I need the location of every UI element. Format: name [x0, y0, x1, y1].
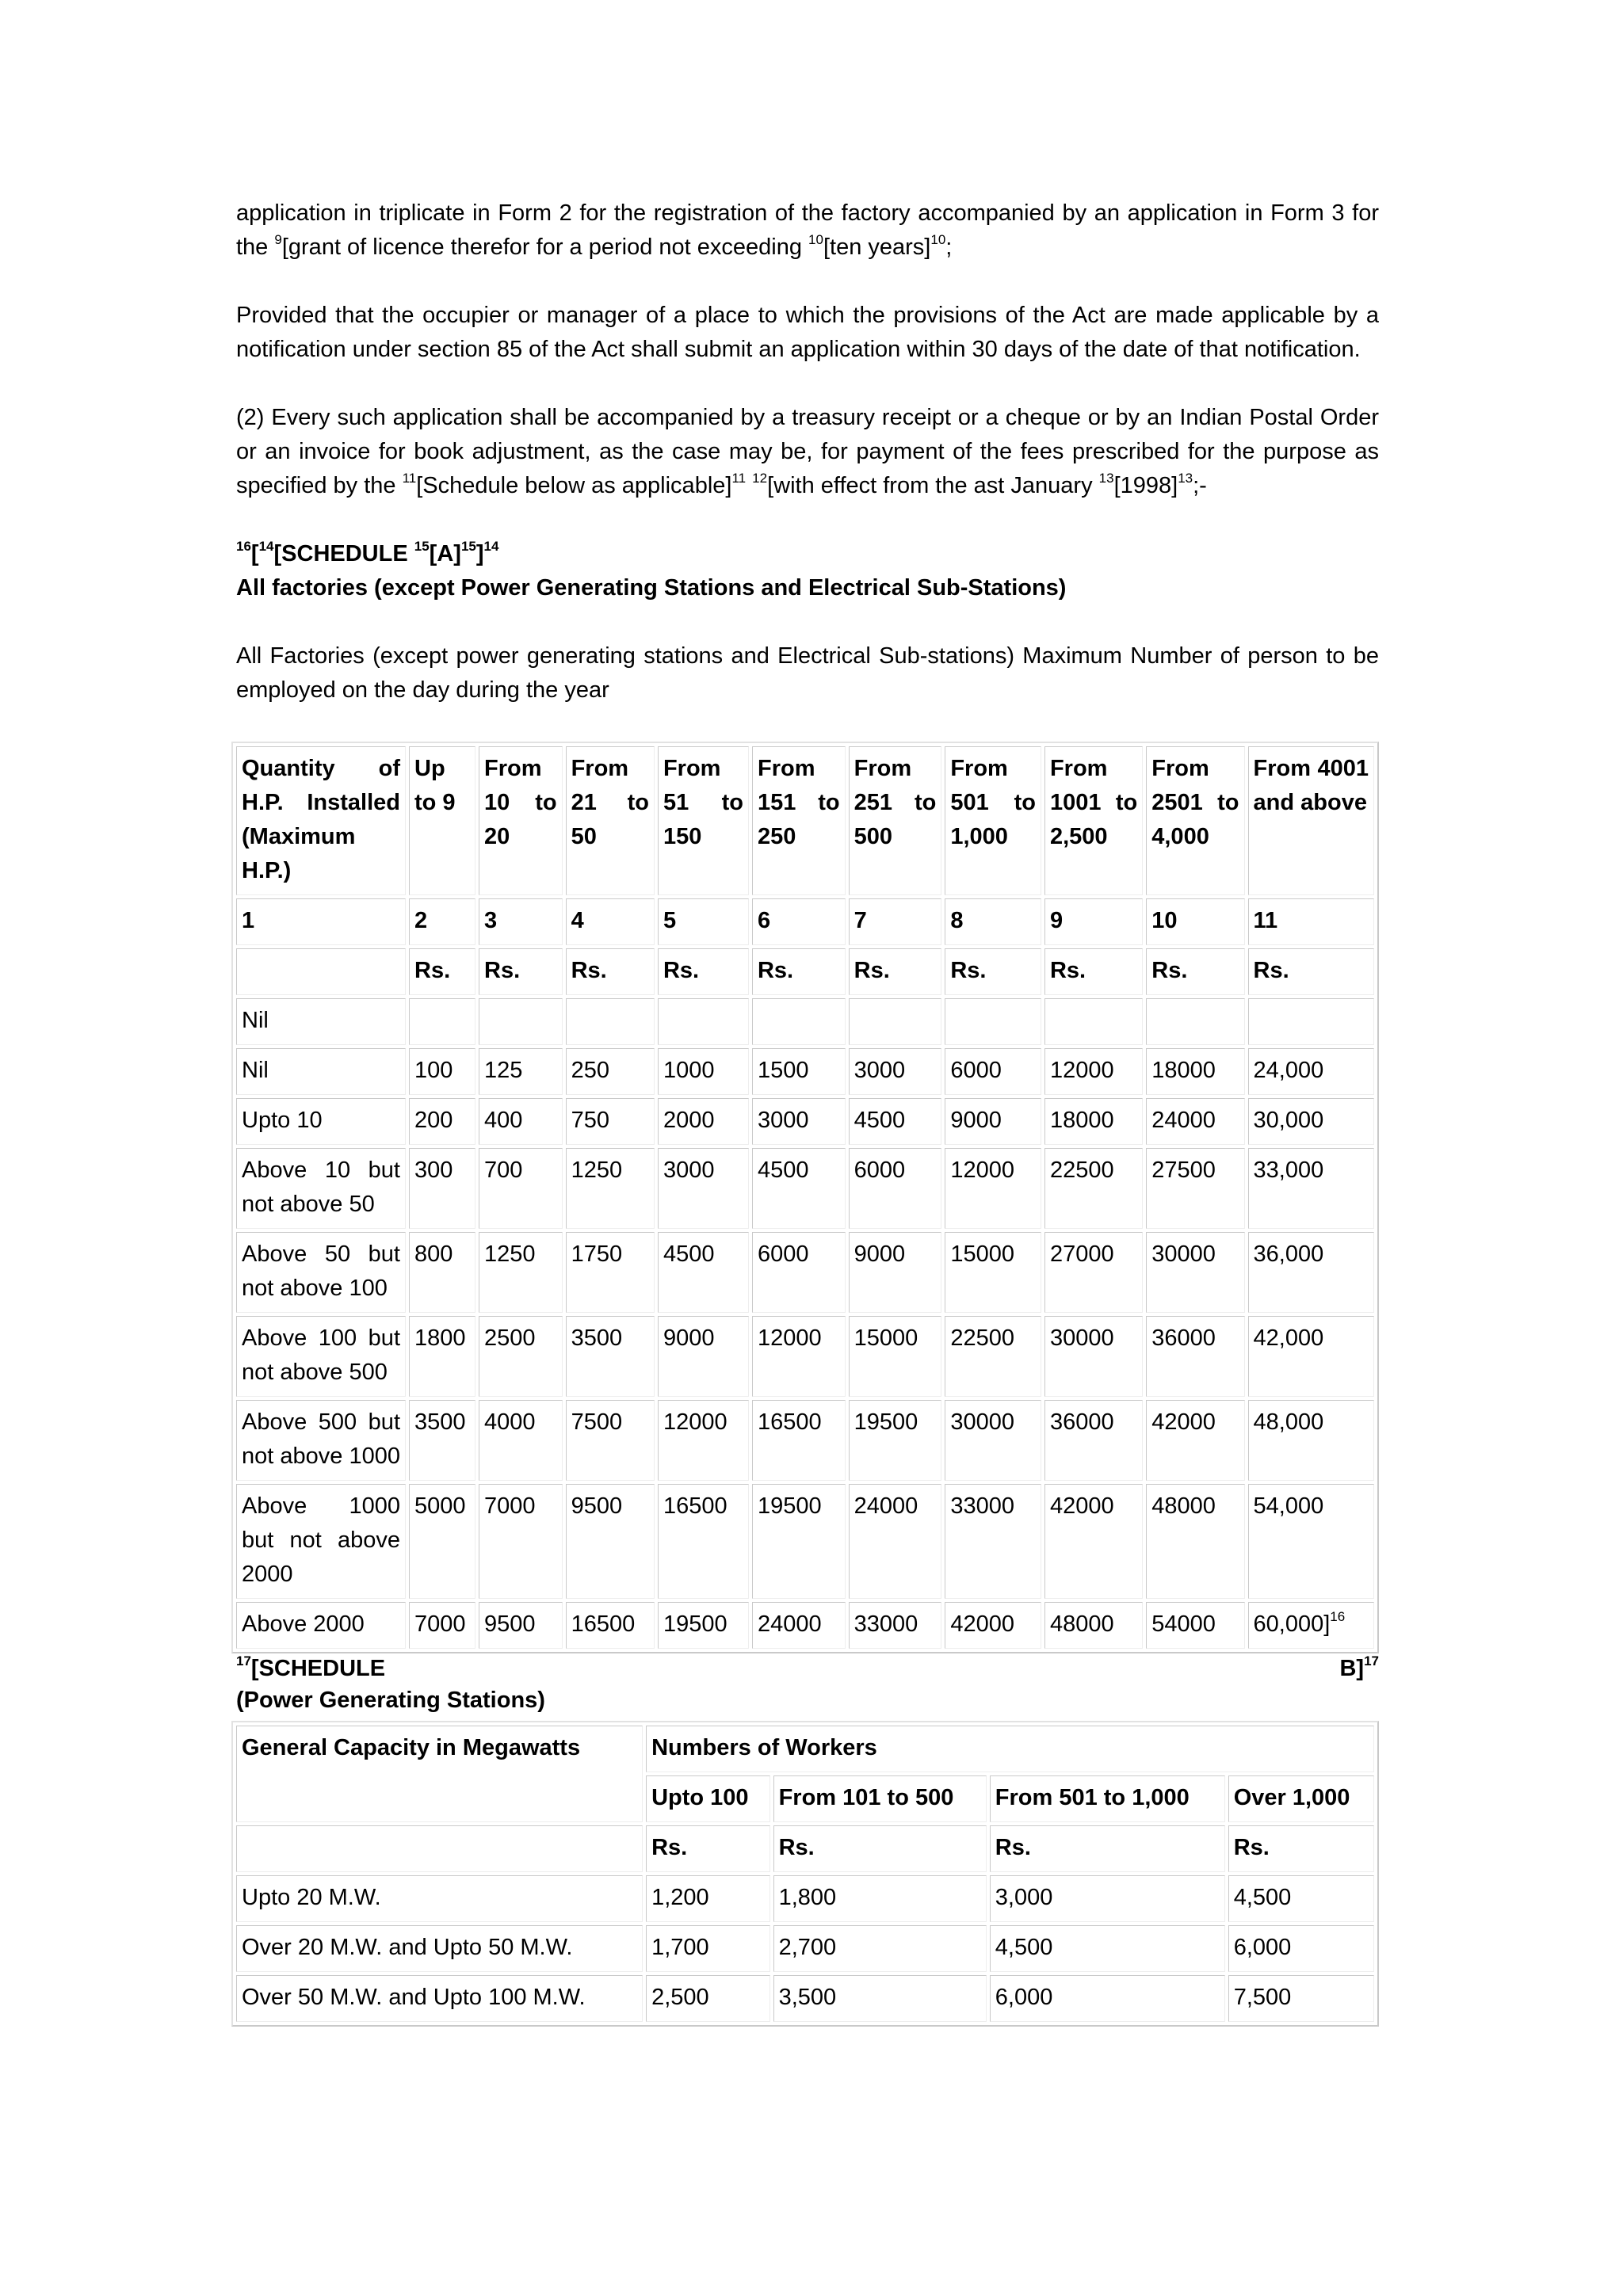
fee-cell: 1000: [658, 1048, 749, 1095]
fee-cell: 3000: [849, 1048, 942, 1095]
fee-cell: 36000: [1146, 1316, 1244, 1397]
fee-cell: 9000: [945, 1098, 1041, 1145]
fee-cell: 4,500: [990, 1925, 1225, 1972]
fee-cell: 15000: [945, 1232, 1041, 1313]
footnote-marker: 16: [236, 539, 251, 554]
fee-cell: 19500: [658, 1602, 749, 1649]
fee-cell: 4000: [479, 1400, 563, 1481]
fee-cell: 6,000: [990, 1975, 1225, 2022]
currency-label: Rs.: [945, 948, 1041, 995]
text: (2) Every such application shall be accompanied by a treasury receipt or a cheque or by an Indian Postal Order or an invoice for book adjustment, as the case may be, for payment of the fees prescribed for the purpose as specified by the: [236, 405, 1379, 498]
fee-cell: 48000: [1044, 1602, 1143, 1649]
footnote-marker: 17: [236, 1653, 251, 1669]
column-header: Upto 100: [646, 1775, 769, 1822]
text: application in triplicate in Form 2 for the registration of the factory accompanied by an application in Form 3 for the: [236, 200, 1379, 260]
fee-cell: 16500: [658, 1484, 749, 1599]
fee-cell: 700: [479, 1148, 563, 1229]
table-row: [236, 1048, 1374, 1095]
fee-cell: 5000: [409, 1484, 475, 1599]
text: ]: [475, 541, 484, 566]
text: [SCHEDULE: [273, 541, 414, 566]
column-header: From 101 to 500: [773, 1775, 987, 1822]
fee-cell: 800: [409, 1232, 475, 1313]
text: ;-: [1193, 473, 1207, 498]
column-header: Quantity of H.P. Installed (Maximum H.P.): [236, 746, 406, 895]
currency-label: Rs.: [1044, 948, 1143, 995]
fee-cell: 3000: [752, 1098, 846, 1145]
text: Provided that the occupier or manager of a place to which the provisions of the Act are made applicable by a notification under section 85 of the Act shall submit an application within 30 days of the date of that notification.: [236, 303, 1379, 362]
text: [746, 473, 752, 498]
column-number: 9: [1044, 898, 1143, 945]
currency-label: Rs.: [773, 1825, 987, 1872]
footnote-marker: 14: [258, 539, 274, 554]
footnote-marker: 15: [460, 539, 476, 554]
column-header: From 10 to 20: [479, 746, 563, 895]
footnote-marker: 9: [274, 232, 282, 247]
fee-cell: 7500: [566, 1400, 655, 1481]
schedule-b-heading: [236, 1653, 1379, 1684]
schedule-b-heading-left: [236, 1653, 385, 1684]
currency-label: Rs.: [1146, 948, 1244, 995]
fee-cell: 24000: [849, 1484, 942, 1599]
text: ;: [945, 235, 953, 260]
row-label: Above 2000: [236, 1602, 406, 1649]
fee-cell: 19500: [849, 1400, 942, 1481]
footnote-marker: 16: [1330, 1609, 1346, 1624]
fee-cell: [1044, 998, 1143, 1045]
fee-cell: 42000: [1146, 1400, 1244, 1481]
fee-cell: 30000: [1044, 1316, 1143, 1397]
column-header: From 1001 to 2,500: [1044, 746, 1143, 895]
fee-cell: 30000: [1146, 1232, 1244, 1313]
currency-label: Rs.: [752, 948, 846, 995]
fee-cell: 12000: [945, 1148, 1041, 1229]
fee-cell: 33,000: [1248, 1148, 1374, 1229]
table-row: [236, 1316, 1374, 1397]
fee-cell: 300: [409, 1148, 475, 1229]
fee-cell: 1800: [409, 1316, 475, 1397]
footnote-marker: 17: [1364, 1653, 1379, 1669]
fee-cell: 125: [479, 1048, 563, 1095]
fee-cell: 30000: [945, 1400, 1041, 1481]
fee-cell: 33000: [849, 1602, 942, 1649]
schedule-a-heading: [236, 537, 1379, 571]
table-row: [236, 1098, 1374, 1145]
currency-label: Rs.: [646, 1825, 769, 1872]
column-header: From 501 to 1,000: [990, 1775, 1225, 1822]
fee-cell: 22500: [945, 1316, 1041, 1397]
text: [grant of licence therefor for a period not exceeding: [281, 235, 809, 260]
column-header: From 501 to 1,000: [945, 746, 1041, 895]
fee-cell: 33000: [945, 1484, 1041, 1599]
schedule-a-subheading: All factories (except Power Generating Stations and Electrical Sub-Stations): [236, 575, 1067, 601]
fee-cell: 1250: [566, 1148, 655, 1229]
column-number-row: [236, 898, 1374, 945]
row-label: Upto 10: [236, 1098, 406, 1145]
table-row: [236, 1400, 1374, 1481]
fee-cell: 200: [409, 1098, 475, 1145]
document-page: [236, 196, 1379, 2027]
schedule-a-fee-table: [231, 742, 1379, 1653]
fee-cell: [752, 998, 846, 1045]
fee-cell: 750: [566, 1098, 655, 1145]
table-row: [236, 1602, 1374, 1649]
fee-cell: 7,500: [1228, 1975, 1374, 2022]
currency-label: Rs.: [849, 948, 942, 995]
table-row: [236, 1975, 1374, 2022]
fee-cell: 24000: [1146, 1098, 1244, 1145]
currency-label: Rs.: [1228, 1825, 1374, 1872]
fee-cell: 1,200: [646, 1875, 769, 1922]
text: [A]: [429, 541, 461, 566]
fee-cell: [658, 998, 749, 1045]
fee-cell: 9500: [479, 1602, 563, 1649]
fee-cell: 18000: [1146, 1048, 1244, 1095]
footnote-marker: 10: [930, 232, 946, 247]
fee-cell: 3500: [409, 1400, 475, 1481]
fee-cell: [1248, 998, 1374, 1045]
column-header: From 251 to 500: [849, 746, 942, 895]
currency-label: Rs.: [409, 948, 475, 995]
column-number: 4: [566, 898, 655, 945]
row-label: Upto 20 M.W.: [236, 1875, 643, 1922]
row-label: Nil: [236, 998, 406, 1045]
fee-cell: 6,000: [1228, 1925, 1374, 1972]
footnote-marker: 11: [731, 471, 747, 486]
fee-cell: [409, 998, 475, 1045]
text: [: [250, 541, 259, 566]
paragraph-form-application: [236, 196, 1379, 265]
column-group-header: Numbers of Workers: [646, 1726, 1374, 1772]
column-header: From 51 to 150: [658, 746, 749, 895]
row-label: Above 50 but not above 100: [236, 1232, 406, 1313]
fee-cell: 12000: [1044, 1048, 1143, 1095]
fee-cell: 3500: [566, 1316, 655, 1397]
currency-label: Rs.: [1248, 948, 1374, 995]
column-number: 10: [1146, 898, 1244, 945]
fee-cell: 7000: [479, 1484, 563, 1599]
fee-cell: 27500: [1146, 1148, 1244, 1229]
fee-cell: 42000: [945, 1602, 1041, 1649]
currency-row: [236, 948, 1374, 995]
fee-cell: 36,000: [1248, 1232, 1374, 1313]
currency-label: Rs.: [658, 948, 749, 995]
table-row: [236, 1484, 1374, 1599]
paragraph-fees: [236, 401, 1379, 503]
fee-cell: 24000: [752, 1602, 846, 1649]
row-label: Nil: [236, 1048, 406, 1095]
fee-cell: 15000: [849, 1316, 942, 1397]
fee-cell: 16500: [752, 1400, 846, 1481]
column-number: 7: [849, 898, 942, 945]
column-header: From 151 to 250: [752, 746, 846, 895]
column-header: From 2501 to 4,000: [1146, 746, 1244, 895]
fee-cell: 22500: [1044, 1148, 1143, 1229]
fee-cell: 19500: [752, 1484, 846, 1599]
fee-cell: 36000: [1044, 1400, 1143, 1481]
column-header: From 21 to 50: [566, 746, 655, 895]
column-header: Up to 9: [409, 746, 475, 895]
fee-cell: 1,800: [773, 1875, 987, 1922]
row-label: Above 100 but not above 500: [236, 1316, 406, 1397]
footnote-marker: 10: [808, 232, 823, 247]
fee-cell: 2,700: [773, 1925, 987, 1972]
currency-label: Rs.: [990, 1825, 1225, 1872]
schedule-b-heading-right: [1339, 1653, 1379, 1684]
footnote-marker: 13: [1178, 471, 1193, 486]
currency-label: [236, 1825, 643, 1872]
currency-label: [236, 948, 406, 995]
schedule-b-fee-table: [231, 1721, 1379, 2027]
table-header-row: [236, 1726, 1374, 1772]
fee-cell: 60,000]$^{16}$: [1248, 1602, 1374, 1649]
fee-cell: [945, 998, 1041, 1045]
fee-cell: 3000: [658, 1148, 749, 1229]
fee-cell: [566, 998, 655, 1045]
currency-label: Rs.: [566, 948, 655, 995]
footnote-marker: 11: [402, 471, 417, 486]
row-label: Over 20 M.W. and Upto 50 M.W.: [236, 1925, 643, 1972]
fee-cell: 400: [479, 1098, 563, 1145]
table-row: [236, 1232, 1374, 1313]
fee-cell: 54000: [1146, 1602, 1244, 1649]
currency-label: Rs.: [479, 948, 563, 995]
column-number: 1: [236, 898, 406, 945]
fee-cell: 2000: [658, 1098, 749, 1145]
footnote-marker: 13: [1098, 471, 1114, 486]
fee-cell: 1250: [479, 1232, 563, 1313]
fee-cell: 27000: [1044, 1232, 1143, 1313]
row-label: Above 10 but not above 50: [236, 1148, 406, 1229]
table-row: [236, 998, 1374, 1045]
text: [Schedule below as applicable]: [416, 473, 732, 498]
column-number: 11: [1248, 898, 1374, 945]
table-header-row: [236, 746, 1374, 895]
row-label: Over 50 M.W. and Upto 100 M.W.: [236, 1975, 643, 2022]
currency-row: [236, 1825, 1374, 1872]
fee-cell: 9000: [849, 1232, 942, 1313]
column-header: General Capacity in Megawatts: [236, 1726, 643, 1822]
fee-cell: 3,500: [773, 1975, 987, 2022]
fee-cell: 9500: [566, 1484, 655, 1599]
footnote-marker: 15: [414, 539, 430, 554]
text: B]: [1339, 1656, 1365, 1681]
fee-cell: 24,000: [1248, 1048, 1374, 1095]
footnote-marker: 12: [752, 471, 768, 486]
fee-cell: 16500: [566, 1602, 655, 1649]
fee-cell: 1750: [566, 1232, 655, 1313]
fee-cell: 100: [409, 1048, 475, 1095]
row-label: Above 1000 but not above 2000: [236, 1484, 406, 1599]
column-number: 3: [479, 898, 563, 945]
column-header: Over 1,000: [1228, 1775, 1374, 1822]
fee-cell: 48,000: [1248, 1400, 1374, 1481]
fee-cell: 1500: [752, 1048, 846, 1095]
fee-cell: 4500: [752, 1148, 846, 1229]
fee-cell: 1,700: [646, 1925, 769, 1972]
fee-cell: [849, 998, 942, 1045]
fee-cell: 250: [566, 1048, 655, 1095]
fee-cell: 4500: [849, 1098, 942, 1145]
fee-cell: 18000: [1044, 1098, 1143, 1145]
fee-cell: 6000: [752, 1232, 846, 1313]
fee-cell: 2,500: [646, 1975, 769, 2022]
fee-cell: 42000: [1044, 1484, 1143, 1599]
fee-cell: 4,500: [1228, 1875, 1374, 1922]
footnote-marker: 14: [483, 539, 499, 554]
table-row: [236, 1875, 1374, 1922]
table-row: [236, 1925, 1374, 1972]
schedule-b-subheading: (Power Generating Stations): [236, 1688, 545, 1713]
fee-cell: 30,000: [1248, 1098, 1374, 1145]
fee-cell: 3,000: [990, 1875, 1225, 1922]
column-number: 6: [752, 898, 846, 945]
paragraph-proviso: [236, 299, 1379, 367]
column-number: 8: [945, 898, 1041, 945]
fee-cell: 7000: [409, 1602, 475, 1649]
schedule-a-description: All Factories (except power generating stations and Electrical Sub-stations) Maximum Number of person to be employed on the day during the year: [236, 643, 1379, 703]
table-row: [236, 1148, 1374, 1229]
fee-cell: 12000: [658, 1400, 749, 1481]
text: [1998]: [1113, 473, 1178, 498]
fee-cell: 6000: [945, 1048, 1041, 1095]
row-label: Above 500 but not above 1000: [236, 1400, 406, 1481]
fee-cell: 9000: [658, 1316, 749, 1397]
fee-cell: [1146, 998, 1244, 1045]
fee-cell: [479, 998, 563, 1045]
fee-cell: 2500: [479, 1316, 563, 1397]
fee-cell: 12000: [752, 1316, 846, 1397]
fee-cell: 4500: [658, 1232, 749, 1313]
column-number: 2: [409, 898, 475, 945]
fee-cell: 42,000: [1248, 1316, 1374, 1397]
text: [SCHEDULE: [250, 1656, 386, 1681]
fee-cell: 6000: [849, 1148, 942, 1229]
text: [with effect from the ast January: [767, 473, 1099, 498]
fee-cell: 48000: [1146, 1484, 1244, 1599]
column-header: From 4001 and above: [1248, 746, 1374, 895]
fee-cell: 54,000: [1248, 1484, 1374, 1599]
column-number: 5: [658, 898, 749, 945]
text: [ten years]: [823, 235, 931, 260]
